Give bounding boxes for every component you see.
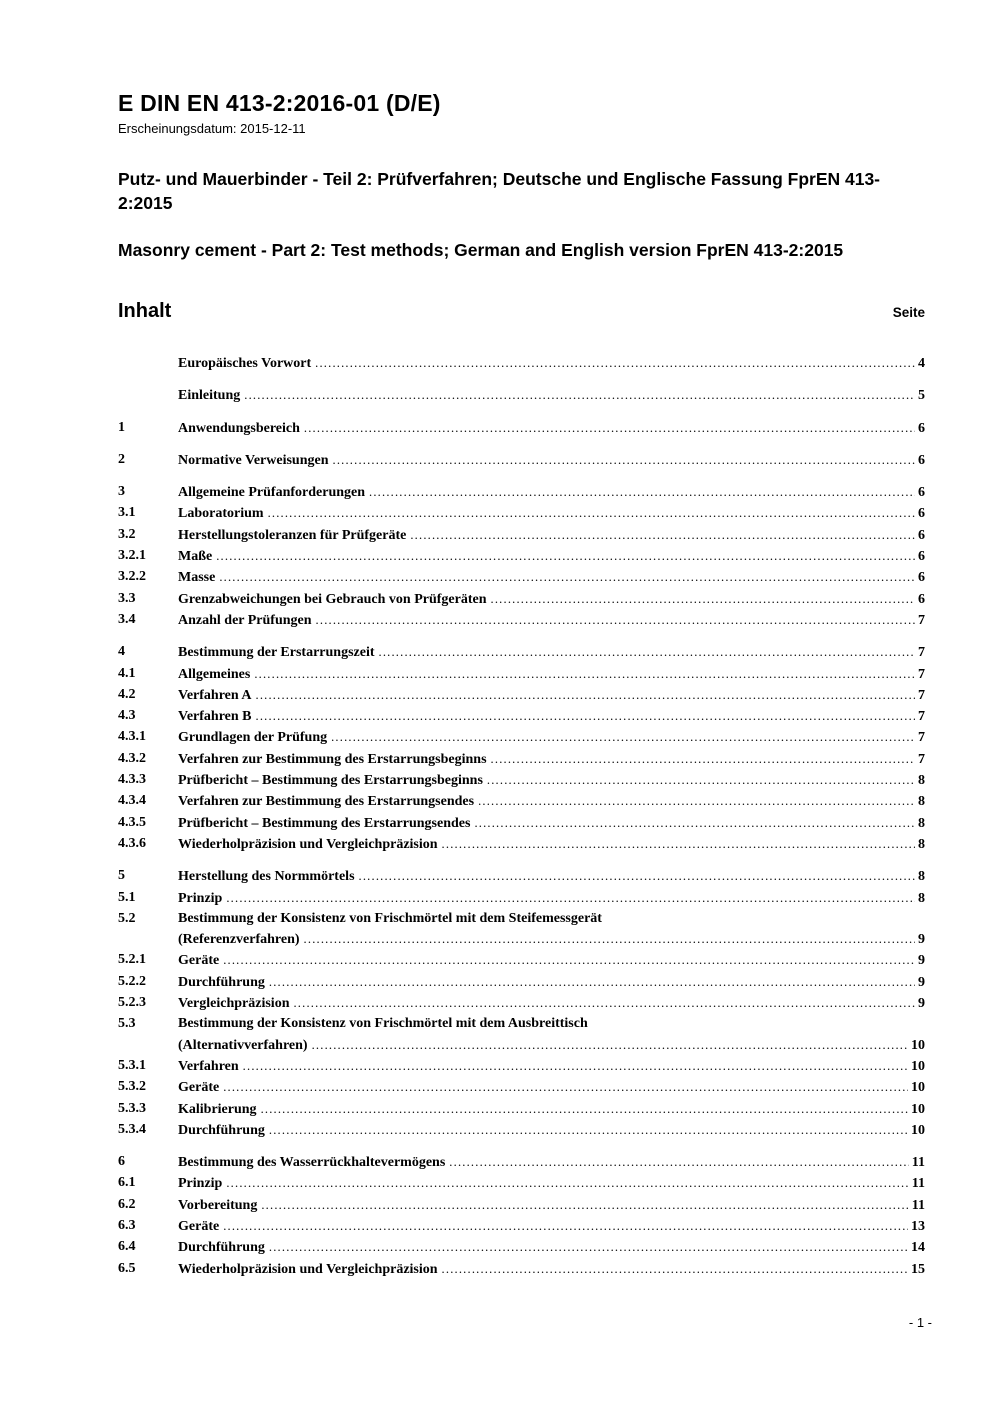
toc-entry-line — [178, 1259, 925, 1280]
toc-entry-title: Allgemeine Prüfanforderungen — [178, 485, 366, 501]
toc-entry-body — [178, 642, 925, 663]
toc-entry-line — [178, 1099, 925, 1120]
toc-entry-line — [178, 770, 925, 791]
toc-entry-line — [178, 482, 925, 503]
toc-entry — [118, 1195, 925, 1216]
toc-entry — [118, 1173, 925, 1194]
toc-entry — [118, 546, 925, 567]
toc-entry-title: Grenzabweichungen bei Gebrauch von Prüfgeräten — [178, 591, 487, 607]
toc-entry-page-number: 15 — [911, 1261, 925, 1277]
toc-leader-dots — [442, 1259, 908, 1280]
toc-entry-title: Allgemeines — [178, 666, 251, 682]
toc-entry-title: Bestimmung der Konsistenz von Frischmörtel mit dem Steifemessgerät — [178, 910, 602, 926]
toc-entry-title: Wiederholpräzision und Vergleichpräzision — [178, 836, 438, 852]
toc-entry-body — [178, 770, 925, 791]
toc-leader-dots — [491, 589, 915, 610]
toc-entry-title: Anzahl der Prüfungen — [178, 612, 312, 628]
toc-entry — [118, 972, 925, 993]
toc-entry-line — [178, 791, 925, 812]
toc-entry-title: Verfahren — [178, 1058, 239, 1074]
toc-entry-line — [178, 1195, 925, 1216]
toc-entry-title: Bestimmung des Wasserrückhaltevermögens — [178, 1155, 446, 1171]
toc-leader-dots — [410, 525, 915, 546]
toc-entry-number: 4.3.1 — [118, 729, 146, 745]
toc-entry-body — [178, 1173, 925, 1194]
toc-entry-title: Durchführung — [178, 1122, 265, 1138]
toc-entry-number: 3.1 — [118, 505, 136, 521]
toc-leader-dots — [268, 503, 915, 524]
toc-entry-body — [178, 664, 925, 685]
toc-entry-title: Geräte — [178, 1218, 220, 1234]
toc-entry — [118, 567, 925, 588]
toc-leader-dots — [269, 1237, 908, 1258]
toc-entry — [118, 888, 925, 909]
toc-leader-dots — [442, 834, 915, 855]
toc-entry-body — [178, 888, 925, 909]
toc-entry-body — [178, 950, 925, 971]
toc-entry-title: Durchführung — [178, 1240, 265, 1256]
toc-entry-line — [178, 834, 925, 855]
toc-entry-body — [178, 1237, 925, 1258]
toc-entry-line — [178, 749, 925, 770]
toc-entry-body — [178, 1014, 925, 1056]
toc-entry-page-number: 11 — [911, 1176, 925, 1192]
toc-entry-number: 3.3 — [118, 590, 136, 606]
toc-entry-page-number: 9 — [918, 996, 925, 1012]
toc-leader-dots — [316, 610, 915, 631]
document-title-german: Putz- und Mauerbinder - Teil 2: Prüfverfahren; Deutsche und Englische Fassung FprEN 413-2:2015 — [118, 169, 881, 213]
toc-entry-line — [178, 993, 925, 1014]
toc-leader-dots — [333, 450, 916, 471]
toc-entry-title: Normative Verweisungen — [178, 452, 329, 468]
toc-entry-title: Herstellung des Normmörtels — [178, 869, 355, 885]
toc-entry-title: Masse — [178, 570, 216, 586]
toc-entry-body — [178, 1099, 925, 1120]
toc-entry-body — [178, 685, 925, 706]
toc-leader-dots — [223, 1216, 908, 1237]
toc-entry — [118, 1099, 925, 1120]
toc-entry-body — [178, 385, 925, 406]
toc-entry-line — [178, 1077, 925, 1098]
toc-entry-page-number: 6 — [918, 452, 925, 468]
toc-entry-line — [178, 1120, 925, 1141]
toc-entry — [118, 791, 925, 812]
toc-entry-title: Prüfbericht – Bestimmung des Erstarrungsbeginns — [178, 773, 483, 789]
toc-leader-dots — [269, 1120, 908, 1141]
toc-leader-dots — [223, 950, 915, 971]
toc-entry-title-continuation: (Alternativverfahren) — [178, 1037, 308, 1053]
toc-leader-dots — [261, 1195, 908, 1216]
toc-entry-line — [178, 1216, 925, 1237]
toc-entry-number: 4.1 — [118, 665, 136, 681]
toc-entry-line — [178, 418, 925, 439]
toc-entry-page-number: 8 — [918, 815, 925, 831]
toc-leader-dots — [216, 546, 915, 567]
toc-entry-page-number: 9 — [918, 974, 925, 990]
toc-entry-number: 4.3.6 — [118, 835, 146, 851]
toc-entry — [118, 610, 925, 631]
toc-entry-number: 4.3.2 — [118, 750, 146, 766]
toc-leader-dots — [254, 664, 915, 685]
toc-entry — [118, 1120, 925, 1141]
toc-entry-page-number: 7 — [918, 709, 925, 725]
toc-entry-title-continuation: (Referenzverfahren) — [178, 932, 300, 948]
toc-leader-dots — [474, 813, 915, 834]
footer-page-number: - 1 - — [908, 1315, 932, 1330]
toc-entry-page-number: 6 — [918, 591, 925, 607]
toc-entry-page-number: 10 — [911, 1037, 925, 1053]
toc-entry-body — [178, 909, 925, 951]
toc-entry-number: 6.3 — [118, 1217, 136, 1233]
toc-entry-title: Wiederholpräzision und Vergleichpräzision — [178, 1261, 438, 1277]
toc-leader-dots — [487, 770, 915, 791]
toc-entry — [118, 525, 925, 546]
toc-entry-page-number: 10 — [911, 1122, 925, 1138]
toc-leader-dots — [478, 791, 915, 812]
toc-leader-dots — [256, 685, 916, 706]
toc-entry — [118, 1056, 925, 1077]
toc-entry-body — [178, 418, 925, 439]
toc-entry-line — [178, 888, 925, 909]
toc-entry-page-number: 7 — [918, 751, 925, 767]
toc-entry-number: 1 — [118, 419, 125, 435]
toc-entry-page-number: 8 — [918, 773, 925, 789]
toc-entry-number: 4.3.5 — [118, 814, 146, 830]
toc-entry — [118, 1237, 925, 1258]
toc-entry-line — [178, 866, 925, 887]
toc-entry-title: Prinzip — [178, 1176, 223, 1192]
toc-entry-page-number: 8 — [918, 869, 925, 885]
toc-entry-page-number: 6 — [918, 506, 925, 522]
toc-entry-title: Verfahren B — [178, 709, 252, 725]
toc-entry-title: Vergleichpräzision — [178, 996, 290, 1012]
toc-entry-number: 6.4 — [118, 1239, 136, 1255]
toc-entry-page-number: 7 — [918, 612, 925, 628]
toc-list — [118, 353, 925, 1280]
toc-entry-number: 2 — [118, 451, 125, 467]
toc-entry — [118, 727, 925, 748]
toc-leader-dots — [293, 993, 915, 1014]
toc-entry-number: 5.1 — [118, 889, 136, 905]
toc-entry-page-number: 10 — [911, 1058, 925, 1074]
toc-entry-line — [178, 1237, 925, 1258]
toc-entry — [118, 909, 925, 951]
toc-entry-number: 5.3.3 — [118, 1100, 146, 1116]
toc-entry — [118, 353, 925, 374]
toc-entry-title: Laboratorium — [178, 506, 264, 522]
toc-entry-number: 3.2.2 — [118, 569, 146, 585]
toc-entry-title: Durchführung — [178, 974, 265, 990]
toc-entry — [118, 866, 925, 887]
toc-entry-page-number: 8 — [918, 794, 925, 810]
toc-entry-title: Geräte — [178, 1080, 220, 1096]
toc-entry-title: Geräte — [178, 953, 220, 969]
toc-leader-dots — [226, 1173, 908, 1194]
toc-entry-number: 6.2 — [118, 1196, 136, 1212]
document-title: E DIN EN 413-2:2016-01 (D/E) — [118, 90, 441, 116]
toc-entry-page-number: 9 — [918, 953, 925, 969]
toc-entry-title: Bestimmung der Erstarrungszeit — [178, 645, 375, 661]
toc-entry-body — [178, 1120, 925, 1141]
toc-entry-body — [178, 450, 925, 471]
toc-entry-number: 3.2.1 — [118, 548, 146, 564]
toc-entry-body — [178, 525, 925, 546]
toc-entry-page-number: 11 — [911, 1197, 925, 1213]
toc-entry-body — [178, 972, 925, 993]
toc-entry-title: Herstellungstoleranzen für Prüfgeräte — [178, 527, 407, 543]
toc-entry-body — [178, 1216, 925, 1237]
toc-entry — [118, 385, 925, 406]
toc-entry-body — [178, 503, 925, 524]
toc-entry-line — [178, 685, 925, 706]
toc-leader-dots — [315, 353, 915, 374]
toc-entry-page-number: 11 — [911, 1155, 925, 1171]
toc-heading: Inhalt — [118, 300, 172, 322]
toc-leader-dots — [491, 749, 915, 770]
toc-entry-title: Kalibrierung — [178, 1101, 257, 1117]
toc-entry-body — [178, 791, 925, 812]
toc-entry-number — [118, 385, 178, 406]
toc-entry-number: 4.3 — [118, 708, 136, 724]
toc-entry-body — [178, 567, 925, 588]
toc-leader-dots — [243, 1056, 908, 1077]
toc-header — [118, 300, 925, 323]
toc-entry-number: 4.3.4 — [118, 793, 146, 809]
toc-entry-page-number: 6 — [918, 570, 925, 586]
toc-entry-number: 5 — [118, 868, 125, 884]
toc-entry-body — [178, 727, 925, 748]
toc-entry-line — [178, 1173, 925, 1194]
toc-entry-title: Verfahren zur Bestimmung des Erstarrungsbeginns — [178, 751, 487, 767]
toc-entry-line — [178, 589, 925, 610]
toc-entry-line — [178, 972, 925, 993]
toc-entry-number: 6.5 — [118, 1260, 136, 1276]
toc-entry-number: 5.3.4 — [118, 1121, 146, 1137]
toc-entry-page-number: 6 — [918, 485, 925, 501]
toc-entry-line — [178, 664, 925, 685]
toc-entry-body — [178, 813, 925, 834]
toc-leader-dots — [449, 1152, 908, 1173]
toc-entry-title: Verfahren A — [178, 687, 252, 703]
toc-entry — [118, 1259, 925, 1280]
toc-entry-title: Verfahren zur Bestimmung des Erstarrungsendes — [178, 794, 475, 810]
toc-entry-page-number: 6 — [918, 420, 925, 436]
toc-entry — [118, 706, 925, 727]
toc-entry-line — [178, 503, 925, 524]
toc-entry-line — [178, 950, 925, 971]
toc-leader-dots — [223, 1077, 908, 1098]
toc-leader-dots — [359, 866, 915, 887]
toc-entry — [118, 834, 925, 855]
toc-entry-body — [178, 353, 925, 374]
toc-entry-page-number: 7 — [918, 730, 925, 746]
toc-entry — [118, 450, 925, 471]
toc-entry-number: 5.2.3 — [118, 995, 146, 1011]
toc-entry-line — [178, 813, 925, 834]
toc-entry — [118, 642, 925, 663]
toc-entry — [118, 749, 925, 770]
toc-entry-line — [178, 385, 925, 406]
toc-entry-body — [178, 1152, 925, 1173]
toc-entry-body — [178, 749, 925, 770]
toc-leader-dots — [261, 1099, 908, 1120]
toc-entry-line — [178, 727, 925, 748]
toc-entry-number: 5.3.2 — [118, 1079, 146, 1095]
toc-entry-number: 3.2 — [118, 526, 136, 542]
toc-entry — [118, 1077, 925, 1098]
toc-entry-number: 3 — [118, 484, 125, 500]
toc-entry-title: Prüfbericht – Bestimmung des Erstarrungsendes — [178, 815, 471, 831]
document-title-english: Masonry cement - Part 2: Test methods; German and English version FprEN 413-2:2015 — [118, 240, 844, 260]
toc-entry-line — [178, 1035, 925, 1056]
toc-entry-title: Grundlagen der Prüfung — [178, 730, 328, 746]
toc-entry-number: 5.2.1 — [118, 952, 146, 968]
toc-entry-page-number: 8 — [918, 836, 925, 852]
toc-entry-page-number: 4 — [918, 356, 925, 371]
toc-leader-dots — [269, 972, 915, 993]
toc-leader-dots — [331, 727, 915, 748]
toc-entry — [118, 1014, 925, 1056]
toc-leader-dots — [304, 929, 915, 950]
toc-entry-title: Einleitung — [178, 388, 241, 404]
toc-entry — [118, 1152, 925, 1173]
toc-entry-number: 5.3 — [118, 1016, 136, 1032]
toc-entry-body — [178, 706, 925, 727]
toc-entry-page-number: 6 — [918, 527, 925, 543]
toc-entry-body — [178, 834, 925, 855]
toc-entry-body — [178, 866, 925, 887]
toc-entry-line — [178, 353, 925, 374]
toc-entry-title: Vorbereitung — [178, 1197, 258, 1213]
toc-leader-dots — [304, 418, 915, 439]
toc-entry-body — [178, 546, 925, 567]
toc-entry-page-number: 7 — [918, 687, 925, 703]
toc-entry-page-number: 6 — [918, 549, 925, 565]
toc-entry-number: 3.4 — [118, 611, 136, 627]
toc-entry-number: 4 — [118, 644, 125, 660]
toc-entry-body — [178, 1259, 925, 1280]
toc-entry-line — [178, 546, 925, 567]
toc-leader-dots — [219, 567, 915, 588]
toc-entry-body — [178, 610, 925, 631]
toc-entry — [118, 418, 925, 439]
toc-entry — [118, 482, 925, 503]
toc-page-column-label: Seite — [892, 305, 925, 320]
toc-entry-title: Europäisches Vorwort — [178, 356, 312, 371]
toc-entry-line — [178, 1152, 925, 1173]
toc-entry-page-number: 13 — [911, 1218, 925, 1234]
toc-entry — [118, 685, 925, 706]
toc-entry — [118, 813, 925, 834]
toc-entry — [118, 950, 925, 971]
toc-entry-number: 4.3.3 — [118, 772, 146, 788]
toc-entry-title: Maße — [178, 549, 213, 565]
toc-entry — [118, 503, 925, 524]
toc-entry-line — [178, 706, 925, 727]
toc-entry-page-number: 10 — [911, 1101, 925, 1117]
toc-entry-number: 5.2 — [118, 910, 136, 926]
toc-entry — [118, 664, 925, 685]
toc-leader-dots — [256, 706, 916, 727]
toc-entry-body — [178, 482, 925, 503]
toc-entry-title: Bestimmung der Konsistenz von Frischmörtel mit dem Ausbreittisch — [178, 1016, 588, 1032]
toc-entry-page-number: 9 — [918, 932, 925, 948]
toc-entry-number: 4.2 — [118, 686, 136, 702]
toc-entry-page-number: 14 — [911, 1240, 925, 1256]
toc-entry-number: 6 — [118, 1154, 125, 1170]
toc-entry-page-number: 5 — [918, 388, 925, 404]
toc-entry — [118, 993, 925, 1014]
publish-date: Erscheinungsdatum: 2015-12-11 — [118, 121, 306, 136]
toc-entry-number: 5.2.2 — [118, 973, 146, 989]
toc-entry-page-number: 8 — [918, 890, 925, 906]
toc-entry-body — [178, 1195, 925, 1216]
toc-entry-line — [178, 610, 925, 631]
toc-entry-body — [178, 1077, 925, 1098]
toc-entry-body — [178, 589, 925, 610]
toc-leader-dots — [244, 385, 915, 406]
toc-entry-body — [178, 1056, 925, 1077]
toc-entry-page-number: 7 — [918, 666, 925, 682]
toc-entry — [118, 589, 925, 610]
toc-entry-line — [178, 1056, 925, 1077]
toc-entry-line — [178, 450, 925, 471]
toc-entry-line — [178, 929, 925, 950]
toc-entry-page-number: 7 — [918, 645, 925, 661]
toc-entry-number: 6.1 — [118, 1175, 136, 1191]
toc-leader-dots — [369, 482, 915, 503]
toc-entry-line — [178, 567, 925, 588]
toc-entry-page-number: 10 — [911, 1080, 925, 1096]
toc-entry-title: Anwendungsbereich — [178, 420, 300, 436]
toc-leader-dots — [379, 642, 916, 663]
toc-entry-line — [178, 525, 925, 546]
toc-leader-dots — [226, 888, 915, 909]
toc-entry-number: 5.3.1 — [118, 1057, 146, 1073]
toc-entry-line — [178, 642, 925, 663]
toc-entry-body — [178, 993, 925, 1014]
toc-entry — [118, 770, 925, 791]
toc-entry — [118, 1216, 925, 1237]
toc-entry-number — [118, 353, 178, 374]
toc-entry-title: Prinzip — [178, 890, 223, 906]
toc-leader-dots — [312, 1035, 908, 1056]
